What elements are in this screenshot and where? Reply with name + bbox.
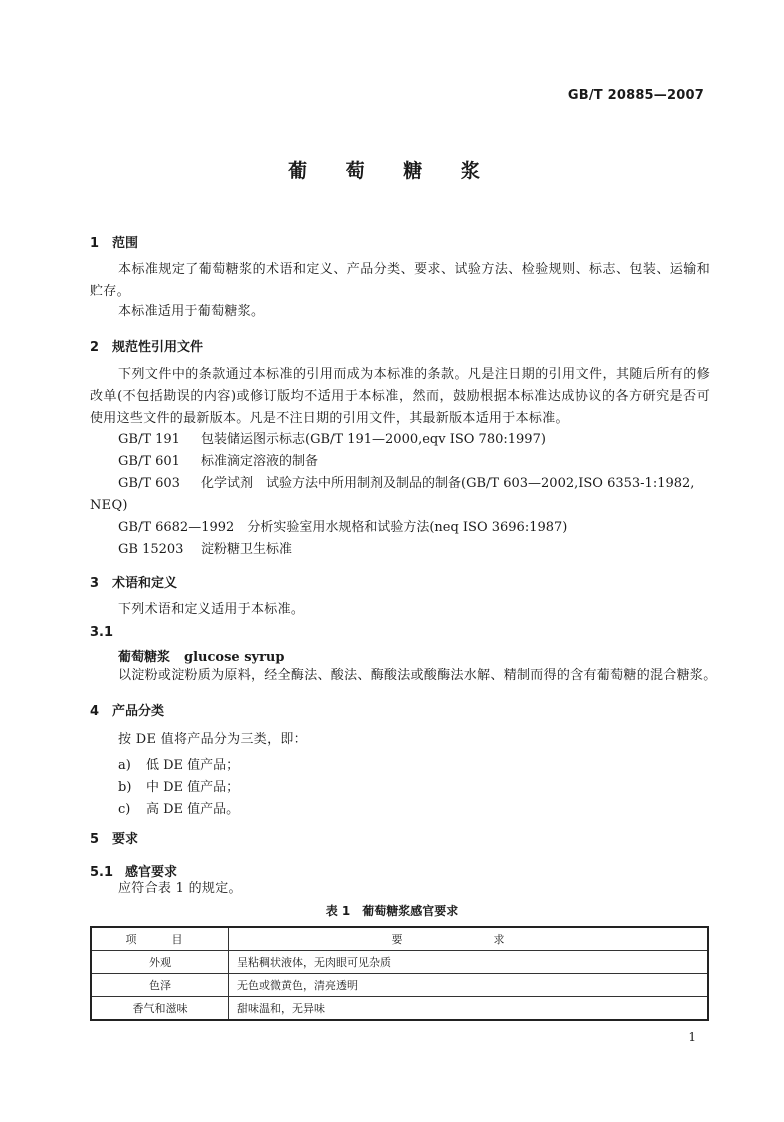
- term-english: glucose syrup: [184, 650, 285, 665]
- list-item: [118, 798, 239, 817]
- reference-title: 化学试剂 试验方法中所用制剂及制品的制备(GB/T 603—2002,ISO 6353-1:1982,: [201, 476, 695, 491]
- table-caption: 表 1 葡萄糖浆感官要求: [325, 904, 459, 918]
- reference-code: GB/T 601: [118, 454, 180, 469]
- list-item: [118, 754, 239, 773]
- table-cell-item: 色泽: [91, 974, 229, 997]
- reference-code: GB 15203: [118, 542, 184, 557]
- section-number: 2: [90, 340, 100, 355]
- reference-code: GB/T 603: [118, 476, 180, 491]
- reference-code: GB/T 191: [118, 432, 180, 447]
- section-number: 1: [90, 236, 100, 251]
- list-item: [118, 776, 239, 795]
- subsection-title: 感官要求: [125, 865, 178, 880]
- table-cell-requirement: 甜味温和，无异味: [229, 997, 709, 1021]
- table-cell-item: 香气和滋味: [91, 997, 229, 1021]
- requirements-table: [90, 926, 709, 1021]
- subsection-number: 5.1: [90, 865, 114, 880]
- list-text: 低 DE 值产品；: [146, 758, 240, 773]
- term-chinese: 葡萄糖浆: [118, 650, 171, 665]
- list-text: 中 DE 值产品；: [146, 780, 240, 795]
- term-heading: [118, 646, 284, 665]
- section-3-paragraph-1: 下列术语和定义适用于本标准。: [118, 602, 305, 617]
- section-3-heading: [90, 572, 177, 591]
- section-title: 要求: [112, 832, 139, 847]
- table-row: [91, 974, 708, 997]
- reference-code: GB/T 6682—1992: [118, 520, 235, 535]
- section-title: 产品分类: [112, 704, 165, 719]
- reference-title: 分析实验室用水规格和试验方法(neq ISO 3696:1987): [247, 520, 568, 535]
- table-cell-requirement: 无色或微黄色，清亮透明: [229, 974, 709, 997]
- section-2-heading: [90, 336, 203, 355]
- reference-item: [118, 517, 567, 539]
- reference-item: [118, 473, 694, 495]
- standard-number: GB/T 20885—2007: [567, 88, 704, 103]
- page-number: 1: [688, 1030, 696, 1044]
- document-title: 葡 萄 糖 浆: [288, 160, 496, 182]
- section-number: 3: [90, 576, 100, 591]
- reference-continuation: NEQ): [90, 498, 128, 513]
- section-1-heading: [90, 232, 138, 251]
- section-5-heading: [90, 828, 138, 847]
- table-cell-item: 外观: [91, 951, 229, 974]
- reference-title: 标准滴定溶液的制备: [201, 454, 319, 469]
- list-marker: a): [118, 758, 131, 773]
- table-header-row: [91, 927, 708, 951]
- table-row: [91, 951, 708, 974]
- section-number: 5: [90, 832, 100, 847]
- section-title: 范围: [112, 236, 139, 251]
- section-1-paragraph-1: 本标准规定了葡萄糖浆的术语和定义、产品分类、要求、试验方法、检验规则、标志、包装、运输和贮存。: [90, 262, 710, 299]
- section-4-paragraph-1: 按 DE 值将产品分为三类，即：: [118, 732, 307, 747]
- table-row: [91, 997, 708, 1021]
- list-marker: b): [118, 780, 132, 795]
- reference-title: 包装储运图示标志(GB/T 191—2000,eqv ISO 780:1997): [201, 432, 546, 447]
- list-text: 高 DE 值产品。: [146, 802, 240, 817]
- section-number: 4: [90, 704, 100, 719]
- column-header-requirement: 要 求: [229, 927, 709, 951]
- section-title: 规范性引用文件: [112, 340, 204, 355]
- section-4-heading: [90, 700, 164, 719]
- table-cell-requirement: 呈粘稠状液体，无肉眼可见杂质: [229, 951, 709, 974]
- reference-item: [118, 451, 318, 473]
- term-definition: 以淀粉或淀粉质为原料，经全酶法、酸法、酶酸法或酸酶法水解、精制而得的含有葡萄糖的混合糖浆。: [118, 668, 717, 683]
- column-header-item: 项 目: [91, 927, 229, 951]
- section-5-paragraph-1: 应符合表 1 的规定。: [118, 881, 242, 896]
- reference-item: [118, 539, 292, 561]
- list-marker: c): [118, 802, 131, 817]
- reference-title: 淀粉糖卫生标准: [201, 542, 293, 557]
- subsection-3-1-number: 3.1: [90, 625, 114, 640]
- section-2-paragraph-1: 下列文件中的条款通过本标准的引用而成为本标准的条款。凡是注日期的引用文件，其随后所有的修改单(不包括勘误的内容)或修订版均不适用于本标准，然而，鼓励根据本标准达成协议的各方研究是否可使用这些文件的最新版本。凡是不注日期的引用文件，其最新版本适用于本标准。: [90, 367, 710, 426]
- reference-item: [118, 429, 546, 451]
- section-title: 术语和定义: [112, 576, 178, 591]
- section-1-paragraph-2: 本标准适用于葡萄糖浆。: [118, 304, 265, 319]
